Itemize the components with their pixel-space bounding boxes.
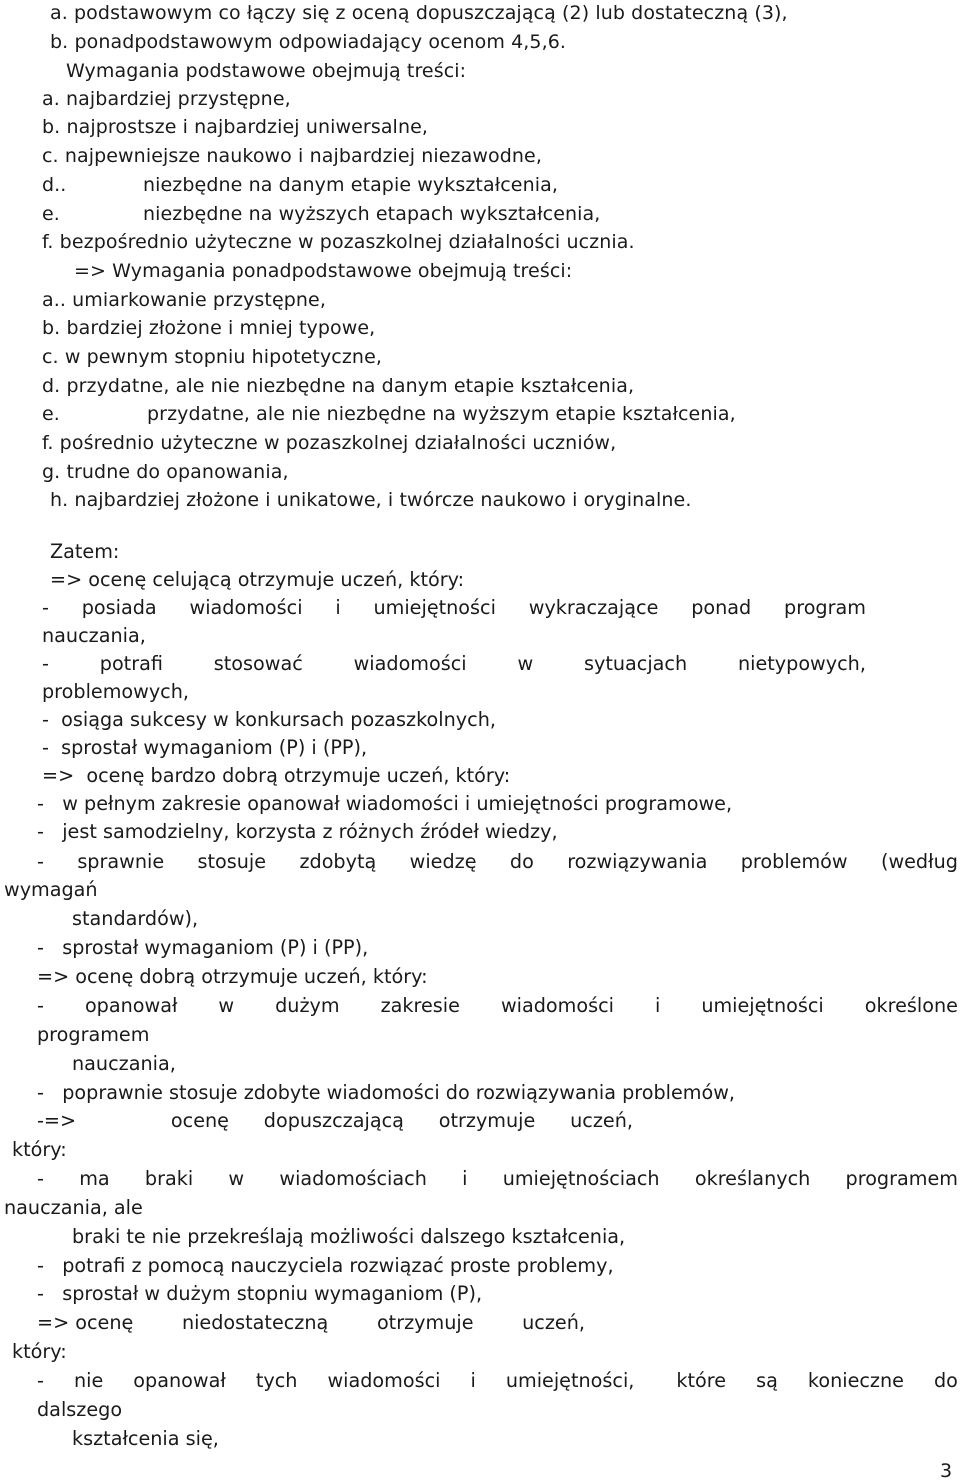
page-number: 3 xyxy=(940,1460,953,1482)
word: opanował xyxy=(84,994,178,1017)
word: opanował xyxy=(133,1369,226,1392)
list-item: niezbędne na wyższych etapach wykształcenia, xyxy=(143,203,601,225)
word: braki xyxy=(144,1167,194,1190)
word: sprawnie xyxy=(77,850,165,873)
grade-criterion xyxy=(37,996,958,1015)
word: konieczne xyxy=(807,1369,904,1392)
grade-criterion: - jest samodzielny, korzysta z różnych źródeł wiedzy, xyxy=(37,820,558,843)
grade-intro xyxy=(37,1313,585,1332)
grade-criterion xyxy=(37,1371,958,1390)
word: niedostateczną xyxy=(181,1311,329,1334)
grade-criterion: - sprostał w dużym stopniu wymaganiom (P), xyxy=(37,1282,483,1305)
word: umiejętności xyxy=(373,596,496,619)
word: w xyxy=(218,994,235,1017)
word: otrzymuje xyxy=(438,1109,536,1132)
word: i xyxy=(335,596,341,619)
list-item: a.. umiarkowanie przystępne, xyxy=(42,289,326,311)
grade-criterion-cont: wymagań xyxy=(4,878,98,901)
list-item-marker: d.. xyxy=(42,174,67,196)
word: - xyxy=(37,1167,44,1190)
word: (według xyxy=(880,850,958,873)
word: - xyxy=(42,652,49,675)
word: sytuacjach xyxy=(583,652,688,675)
grade-criterion xyxy=(37,1169,958,1188)
word: w xyxy=(517,652,534,675)
grade-intro-cont: który: xyxy=(12,1138,67,1161)
list-item-marker: e. xyxy=(42,403,60,425)
word: uczeń, xyxy=(570,1109,633,1132)
list-item: a. najbardziej przystępne, xyxy=(42,88,291,110)
list-item-marker: e. xyxy=(42,203,60,225)
list-item: b. najprostsze i najbardziej uniwersalne, xyxy=(42,116,429,138)
word: - xyxy=(37,850,44,873)
word: - xyxy=(37,1369,44,1392)
word: umiejętnościach xyxy=(502,1167,660,1190)
word: stosuje xyxy=(197,850,267,873)
list-item: a. podstawowym co łączy się z oceną dopuszczającą (2) lub dostateczną (3), xyxy=(50,2,788,24)
word: zakresie xyxy=(380,994,460,1017)
word: - xyxy=(42,596,49,619)
grade-criterion xyxy=(42,598,866,617)
word: uczeń, xyxy=(522,1311,585,1334)
word: wiedzę xyxy=(409,850,477,873)
grade-criterion xyxy=(42,654,866,673)
word: i xyxy=(462,1167,468,1190)
list-item: d. przydatne, ale nie niezbędne na danym etapie kształcenia, xyxy=(42,375,635,397)
list-item: f. pośrednio użyteczne w pozaszkolnej działalności uczniów, xyxy=(42,432,617,454)
word: potrafi xyxy=(99,652,163,675)
word: wiadomości xyxy=(353,652,467,675)
word: programem xyxy=(845,1167,958,1190)
word: tych xyxy=(255,1369,298,1392)
list-item: przydatne, ale nie niezbędne na wyższym etapie kształcenia, xyxy=(147,403,736,425)
section-heading: Wymagania podstawowe obejmują treści: xyxy=(66,60,467,82)
word: wiadomościach xyxy=(279,1167,427,1190)
list-item: niezbędne na danym etapie wykształcenia, xyxy=(143,174,558,196)
word: umiejętności xyxy=(701,994,824,1017)
word: w xyxy=(228,1167,245,1190)
word: wykraczające xyxy=(528,596,659,619)
word: i xyxy=(470,1369,476,1392)
list-item: h. najbardziej złożone i unikatowe, i twórcze naukowo i oryginalne. xyxy=(50,489,692,511)
word: zdobytą xyxy=(299,850,377,873)
grade-criterion-cont: nauczania, xyxy=(42,624,146,647)
grade-intro-cont: który: xyxy=(12,1340,67,1363)
word: określone xyxy=(864,994,958,1017)
word: dopuszczającą xyxy=(263,1109,404,1132)
word: dużym xyxy=(275,994,340,1017)
grade-criterion: - sprostał wymaganiom (P) i (PP), xyxy=(42,736,368,759)
word: ma xyxy=(79,1167,110,1190)
grade-criterion-cont: kształcenia się, xyxy=(72,1427,219,1450)
word: umiejętności, xyxy=(505,1369,635,1392)
list-item: g. trudne do opanowania, xyxy=(42,461,289,483)
zatem-heading: Zatem: xyxy=(50,540,120,563)
word: określanych xyxy=(694,1167,811,1190)
list-item: c. w pewnym stopniu hipotetyczne, xyxy=(42,346,382,368)
section-heading: => Wymagania ponadpodstawowe obejmują treści: xyxy=(74,260,573,282)
word: do xyxy=(934,1369,958,1392)
word: => ocenę xyxy=(37,1311,134,1334)
word: posiada xyxy=(81,596,157,619)
grade-criterion: - w pełnym zakresie opanował wiadomości i umiejętności programowe, xyxy=(37,792,733,815)
word: i xyxy=(654,994,661,1017)
word: ocenę xyxy=(170,1109,229,1132)
word: problemów xyxy=(740,850,848,873)
grade-criterion-cont: braki te nie przekreślają możliwości dalszego kształcenia, xyxy=(72,1225,626,1248)
list-item: c. najpewniejsze naukowo i najbardziej niezawodne, xyxy=(42,145,542,167)
word: nietypowych, xyxy=(737,652,866,675)
grade-criterion: - sprostał wymaganiom (P) i (PP), xyxy=(37,936,369,959)
list-item: f. bezpośrednio użyteczne w pozaszkolnej działalności ucznia. xyxy=(42,231,635,253)
grade-criterion: - osiąga sukcesy w konkursach pozaszkolnych, xyxy=(42,708,496,731)
grade-criterion: - potrafi z pomocą nauczyciela rozwiązać proste problemy, xyxy=(37,1254,614,1277)
word: -=> xyxy=(37,1109,77,1132)
grade-criterion-cont: programem xyxy=(37,1023,150,1046)
list-item: b. bardziej złożone i mniej typowe, xyxy=(42,317,376,339)
word: nie xyxy=(73,1369,104,1392)
grade-criterion-cont: dalszego xyxy=(37,1398,123,1421)
word: ponad xyxy=(691,596,752,619)
word: rozwiązywania xyxy=(567,850,708,873)
word: program xyxy=(784,596,866,619)
grade-criterion-cont: standardów), xyxy=(72,907,199,930)
word: wiadomości xyxy=(189,596,303,619)
grade-intro: => ocenę bardzo dobrą otrzymuje uczeń, który: xyxy=(42,764,511,787)
word: wiadomości xyxy=(500,994,614,1017)
grade-criterion xyxy=(37,852,958,871)
word: stosować xyxy=(213,652,303,675)
word: są xyxy=(756,1369,778,1392)
word: - xyxy=(37,994,44,1017)
grade-criterion-cont: nauczania, xyxy=(72,1052,176,1075)
word: wiadomości xyxy=(327,1369,441,1392)
word: otrzymuje xyxy=(376,1311,474,1334)
grade-intro: => ocenę celującą otrzymuje uczeń, który: xyxy=(50,568,465,591)
word: do xyxy=(509,850,534,873)
list-item: b. ponadpodstawowym odpowiadający ocenom 4,5,6. xyxy=(50,31,567,53)
grade-criterion: - poprawnie stosuje zdobyte wiadomości do rozwiązywania problemów, xyxy=(37,1081,735,1104)
word: które xyxy=(676,1369,727,1392)
grade-criterion-cont: problemowych, xyxy=(42,680,189,703)
grade-intro xyxy=(37,1111,633,1130)
grade-intro: => ocenę dobrą otrzymuje uczeń, który: xyxy=(37,965,428,988)
grade-criterion-cont: nauczania, ale xyxy=(4,1196,143,1219)
